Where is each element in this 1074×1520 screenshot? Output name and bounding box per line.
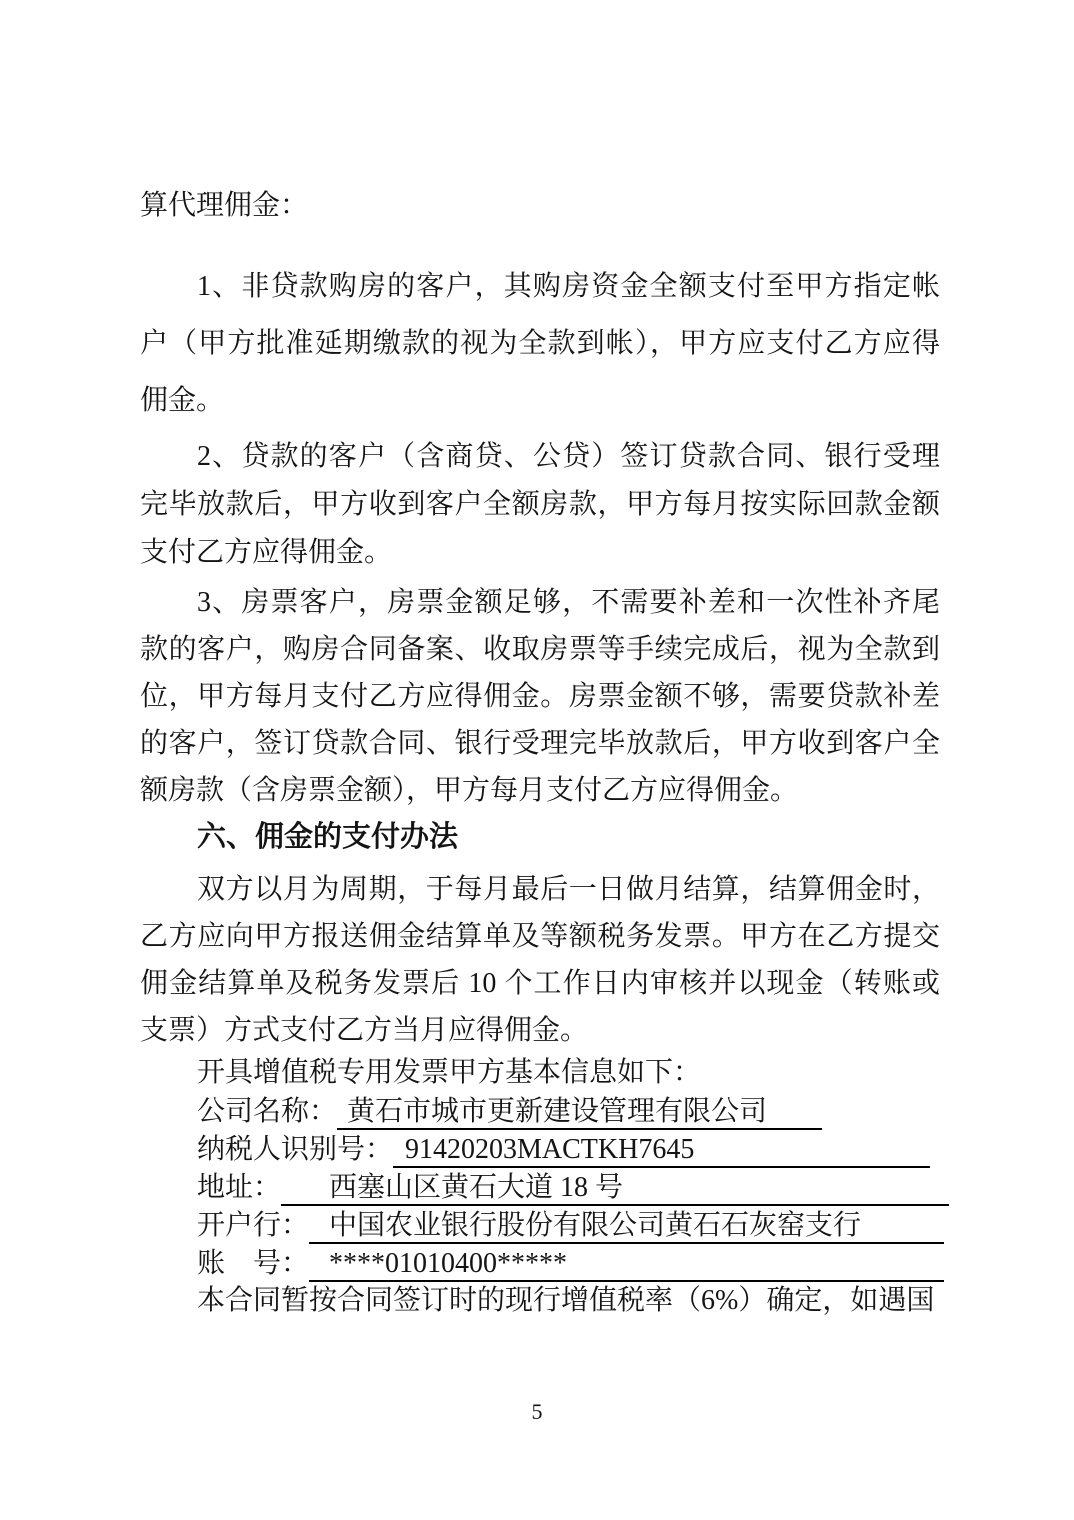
paragraph-3-line-2: 款的客户，购房合同备案、收取房票等手续完成后，视为全款到 [140, 634, 940, 665]
invoice-info-section [140, 1054, 940, 1320]
paragraph-2-line-3: 支付乙方应得佣金。 [140, 537, 393, 568]
company-name-label: 公司名称： [197, 1096, 338, 1127]
paragraph-3-line-1: 3、房票客户，房票金额足够，不需要补差和一次性补齐尾 [197, 587, 940, 618]
paragraph-3-line-5: 额房款（含房票金额），甲方每月支付乙方应得佣金。 [140, 775, 799, 806]
paragraph-2-line-2: 完毕放款后，甲方收到客户全额房款，甲方每月按实际回款金额 [140, 489, 940, 520]
paragraph-3 [140, 579, 940, 814]
document-body [140, 186, 940, 1320]
paragraph-2 [140, 433, 940, 577]
paragraph-4-line-4: 支票）方式支付乙方当月应得佣金。 [140, 1015, 589, 1046]
field-bank [197, 1206, 940, 1244]
paragraph-1-line-1: 1、非贷款购房的客户，其购房资金全额支付至甲方指定帐 [197, 271, 940, 302]
field-address [197, 1168, 940, 1206]
account-number-value: ****01010400***** [309, 1247, 944, 1282]
invoice-intro-line: 开具增值税专用发票甲方基本信息如下： [197, 1057, 702, 1088]
paragraph-1-line-3: 佣金。 [140, 385, 225, 416]
closing-line: 本合同暂按合同签订时的现行增值税率（6%）确定，如遇国 [197, 1285, 935, 1316]
paragraph-4-line-3: 佣金结算单及税务发票后 10 个工作日内审核并以现金（转账或 [140, 968, 940, 999]
taxpayer-id-value: 91420203MACTKH7645 [393, 1133, 930, 1168]
field-account-number [197, 1244, 940, 1282]
field-taxpayer-id [197, 1130, 940, 1168]
paragraph-2-line-1: 2、贷款的客户（含商贷、公贷）签订贷款合同、银行受理 [197, 441, 940, 472]
taxpayer-id-label: 纳税人识别号： [197, 1134, 394, 1165]
continuation-line: 算代理佣金： [140, 190, 309, 221]
section-heading-6: 六、佣金的支付办法 [197, 821, 459, 853]
paragraph-1 [140, 258, 940, 429]
bank-label: 开户行： [197, 1210, 310, 1241]
paragraph-4-line-2: 乙方应向甲方报送佣金结算单及等额税务发票。甲方在乙方提交 [140, 921, 940, 952]
company-name-value: 黄石市城市更新建设管理有限公司 [337, 1095, 822, 1130]
paragraph-4-line-1: 双方以月为周期，于每月最后一日做月结算，结算佣金时， [197, 874, 940, 905]
bank-value: 中国农业银行股份有限公司黄石石灰窑支行 [309, 1209, 944, 1244]
paragraph-3-line-3: 位，甲方每月支付乙方应得佣金。房票金额不够，需要贷款补差 [140, 681, 940, 712]
address-value: 西塞山区黄石大道 18 号 [281, 1171, 949, 1206]
field-company-name [197, 1092, 940, 1130]
paragraph-1-line-2: 户（甲方批准延期缴款的视为全款到帐），甲方应支付乙方应得 [140, 328, 940, 359]
page-number: 5 [531, 1399, 543, 1424]
address-label: 地址： [197, 1172, 282, 1203]
paragraph-3-line-4: 的客户，签订贷款合同、银行受理完毕放款后，甲方收到客户全 [140, 728, 940, 759]
paragraph-4 [140, 866, 940, 1054]
account-number-label: 账 号： [197, 1248, 310, 1279]
